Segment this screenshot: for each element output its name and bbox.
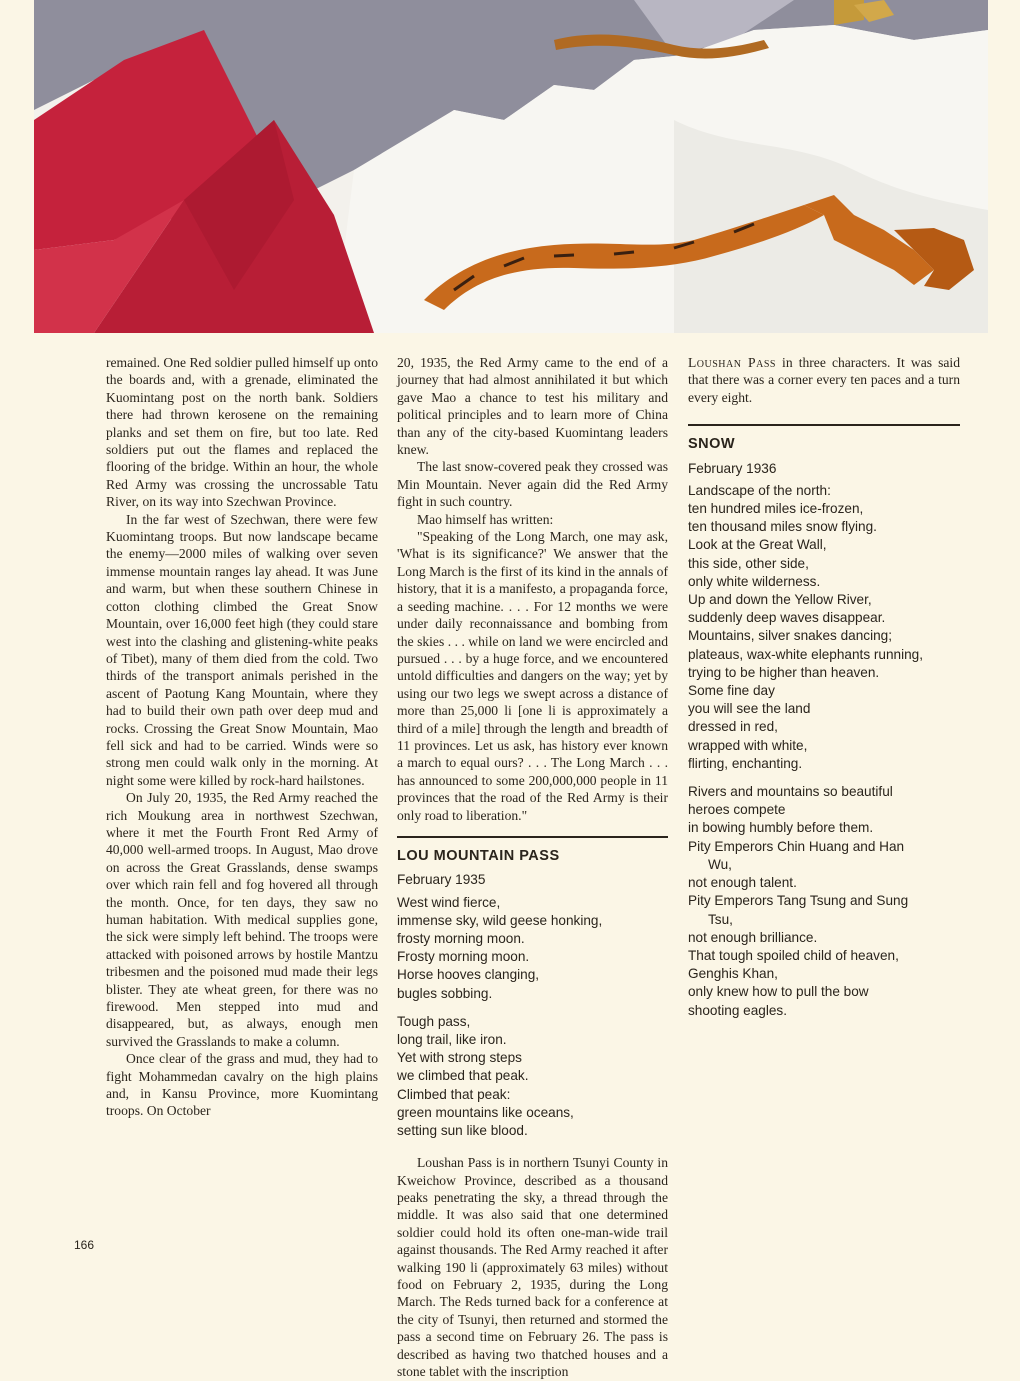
paragraph: Once clear of the grass and mud, they had to fight Mohammedan cavalry on the high plains and, in Kansu Province, more Kuomintang troops. On October bbox=[106, 1051, 378, 1119]
poem-snow bbox=[688, 436, 960, 1020]
poem-line: That tough spoiled child of heaven, bbox=[688, 947, 899, 963]
page-number: 166 bbox=[74, 1238, 95, 1252]
poem-line: wrapped with white, bbox=[688, 737, 808, 753]
poem-line: trying to be higher than heaven. bbox=[688, 664, 880, 680]
poem-line: Rivers and mountains so beautiful bbox=[688, 784, 893, 800]
poem-line: Some fine day bbox=[688, 683, 775, 699]
poem-line: ten thousand miles snow flying. bbox=[688, 519, 877, 535]
mountain-landscape-image bbox=[34, 0, 988, 333]
poem-line: setting sun like blood. bbox=[397, 1123, 528, 1139]
poem-line: heroes compete bbox=[688, 802, 786, 818]
poem-line: this side, other side, bbox=[688, 555, 809, 571]
column-2 bbox=[397, 354, 668, 1381]
poem-line: you will see the land bbox=[688, 701, 811, 717]
paragraph: Mao himself has written: bbox=[417, 511, 554, 527]
poem-line: Pity Emperors Tang Tsung and Sung bbox=[688, 893, 909, 909]
poem-line: plateaus, wax-white elephants running, bbox=[688, 646, 924, 662]
note-text-end: in three characters. It was said that there was a corner every ten paces and a turn every eight. bbox=[688, 355, 960, 405]
poem-line: Frosty morning moon. bbox=[397, 949, 530, 965]
poem-stanza bbox=[397, 1013, 668, 1140]
poem-date: February 1935 bbox=[397, 872, 486, 888]
poem-line: we climbed that peak. bbox=[397, 1068, 529, 1084]
poem-line: Tough pass, bbox=[397, 1013, 471, 1029]
loushan-pass-note-continued bbox=[688, 354, 960, 406]
poem-title: SNOW bbox=[688, 436, 736, 453]
poem-line: long trail, like iron. bbox=[397, 1032, 507, 1047]
poem-line: Pity Emperors Chin Huang and Han bbox=[688, 838, 905, 854]
column-3 bbox=[688, 354, 960, 1030]
poem-line: ten hundred miles ice-frozen, bbox=[688, 501, 864, 517]
poem-line: suddenly deep waves disappear. bbox=[688, 610, 886, 626]
poem-line: dressed in red, bbox=[688, 719, 778, 735]
paragraph: remained. One Red soldier pulled himself up onto the boards and, with a grenade, eliminated the Kuomintang post on the north bank. Soldiers there had thrown kerosene on the remaining planks and set them on fire, but too late. Red soldiers put out the flames and replaced the flooring of the bridge. Within an hour, the whole Red Army was crossing the uncrossable Tatu River, on its way into Szechwan Province. bbox=[106, 355, 378, 510]
poem-line: not enough brilliance. bbox=[688, 929, 818, 945]
poem-stanza bbox=[688, 482, 960, 773]
poem-line: not enough talent. bbox=[688, 875, 797, 891]
poem-line: West wind fierce, bbox=[397, 894, 501, 910]
poem-line: frosty morning moon. bbox=[397, 930, 525, 946]
poem-line: only white wilderness. bbox=[688, 573, 821, 589]
poem-title: LOU MOUNTAIN PASS bbox=[397, 847, 560, 864]
note-text: Loushan Pass is in northern Tsunyi County in Kweichow Province, described as a thousand peaks penetrating the sky, a thread through the middle. It was also said that one determined soldier could hold its often one-man-wide trail against thousands. The Red Army reached it after walking 190 li (approximately 63 miles) without food on February 2, 1935, during the Long March. The Reds turned back for a conference at the city of Tsunyi, then returned and stormed the pass a second time on February 26. The pass is described as having two thatched houses and a stone tablet with the inscription bbox=[397, 1155, 668, 1380]
poem-line: Wu, bbox=[708, 856, 732, 872]
loushan-pass-note bbox=[397, 1154, 668, 1380]
quote-paragraph: "Speaking of the Long March, one may ask, 'What is its significance?' We answer that the Long March is the first of its kind in the annals of history, that it is a manifesto, a propaganda force, a seeding machine. . . . For 12 months we were under daily reconnaissance and bombing from the skies . . . while on land we were encircled and pursued . . . by a huge force, and we encountered untold difficulties and dangers on the way; yet by using our two legs we swept across a distance of more than 25,000 li [one li is approximately a third of a mile] through the length and breadth of 11 provinces. Let us ask, has history ever known a march to equal ours? . . . The Long March . . . has announced to some 200,000,000 people in 11 provinces that the road of the Red Army is their only road to liberation." bbox=[397, 529, 668, 823]
poem-stanza bbox=[688, 783, 960, 1020]
section-divider bbox=[397, 836, 668, 838]
poem-line: Genghis Khan, bbox=[688, 966, 778, 982]
poem-line: in bowing humbly before them. bbox=[688, 820, 874, 836]
paragraph: 20, 1935, the Red Army came to the end of a journey that had almost annihilated it but which gave Mao a chance to test his military and political principles and to learn more of China than any of the city-based Kuomintang leaders knew. bbox=[397, 355, 668, 458]
paragraph: On July 20, 1935, the Red Army reached the rich Moukung area in northwest Szechwan, where it met the Fourth Front Red Army of 40,000 well-armed troops. In August, Mao drove on across the Great Grasslands, dense swamps over which rain fell and fog hovered all through the month. Once, for ten days, they saw no human habitation. With medical supplies gone, the sick were simply left behind. The troops were attacked with poisoned arrows by hostile Mantzu tribesmen and the poisoned mud made their legs blister. They ate wheat green, for there was no firewood. Men stepped into mud and disappeared, but, as always, enough men survived the Grasslands to make a column. bbox=[106, 790, 378, 1049]
paragraph: In the far west of Szechwan, there were few Kuomintang troops. But now landscape became the enemy—2000 miles of walking over seven immense mountain ranges lay ahead. It was June and warm, but when these southern Chinese in cotton clothing climbed the Great Snow Mountain, over 16,000 feet high (they could stare west into the clashing and glistening-white peaks of Tibet), many of them died from the cold. Two thirds of the transport animals perished in the ascent of Paotung Kang Mountain, where they had to build their own path over deep mud and rocks. Crossing the Great Snow Mountain, Mao fell sick and had to be carried. Winds were so strong men could walk only in the morning. At night some were killed by rock-hard hailstones. bbox=[106, 511, 378, 788]
poem-line: immense sky, wild geese honking, bbox=[397, 912, 603, 928]
poem-line: flirting, enchanting. bbox=[688, 755, 803, 771]
poem-line: only knew how to pull the bow bbox=[688, 984, 869, 1000]
inscription: Loushan Pass bbox=[688, 355, 776, 370]
poem-line: Yet with strong steps bbox=[397, 1050, 522, 1066]
great-wall-illustration bbox=[34, 0, 988, 333]
poem-line: Mountains, silver snakes dancing; bbox=[688, 628, 893, 644]
poem-line: Look at the Great Wall, bbox=[688, 537, 827, 553]
poem-line: Horse hooves clanging, bbox=[397, 967, 540, 983]
poem-line: shooting eagles. bbox=[688, 1002, 788, 1018]
poem-line: Tsu, bbox=[708, 911, 733, 927]
poem-line: Climbed that peak: bbox=[397, 1086, 511, 1102]
paragraph: The last snow-covered peak they crossed was Min Mountain. Never again did the Red Army fight in such country. bbox=[397, 459, 668, 510]
poem-line: Up and down the Yellow River, bbox=[688, 592, 872, 608]
column-1 bbox=[106, 354, 378, 1120]
poem-date: February 1936 bbox=[688, 460, 777, 476]
poem-line: green mountains like oceans, bbox=[397, 1104, 574, 1120]
poem-stanza bbox=[397, 894, 668, 1003]
poem-lou-mountain-pass bbox=[397, 848, 668, 1140]
section-divider bbox=[688, 424, 960, 426]
poem-line: Landscape of the north: bbox=[688, 482, 831, 498]
poem-line: bugles sobbing. bbox=[397, 985, 493, 1001]
